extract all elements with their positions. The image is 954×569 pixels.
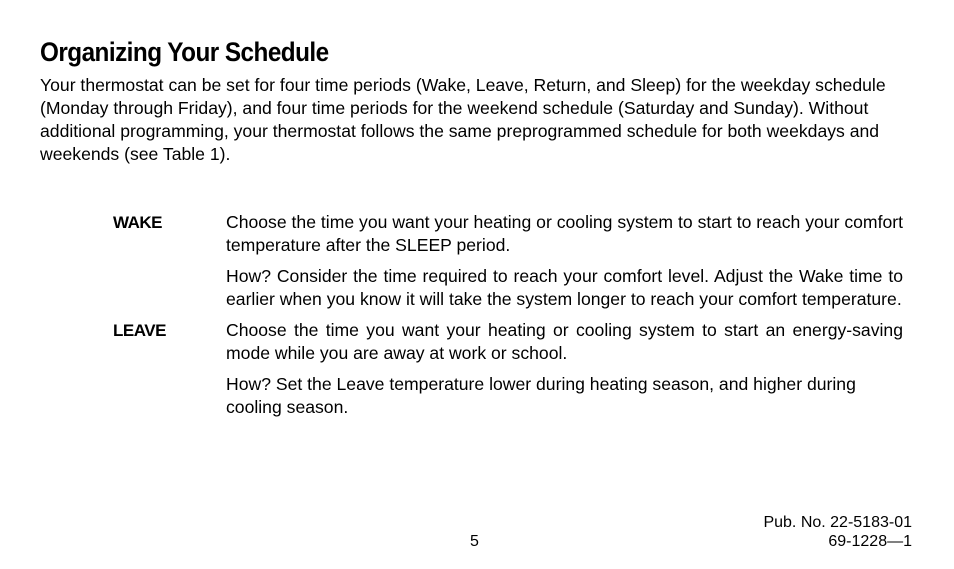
description-paragraph: Choose the time you want your heating or cooling system to start an energy-saving mode while you are away at work or school. <box>226 320 903 363</box>
intro-paragraph: Your thermostat can be set for four time periods (Wake, Leave, Return, and Sleep) for the weekday schedule (Monday through Friday), and four time periods for the weekend schedule (Saturday and Sunday). Without additional programming, your thermostat follows the same preprogrammed schedule for both weekdays and weekends (see Table 1). <box>40 75 886 164</box>
page-title: Organizing Your Schedule <box>40 37 329 67</box>
publication-info <box>763 513 912 551</box>
definition-description <box>226 211 903 319</box>
definition-term: LEAVE <box>113 321 166 340</box>
definition-description <box>226 319 903 427</box>
definition-list <box>113 211 903 427</box>
definition-term: WAKE <box>113 213 162 232</box>
description-paragraph: Choose the time you want your heating or cooling system to start to reach your comfort temperature after the SLEEP period. <box>226 212 903 255</box>
description-paragraph: How? Consider the time required to reach your comfort level. Adjust the Wake time to earlier when you know it will take the system longer to reach your comfort temperature. <box>226 266 903 309</box>
definition-entry-wake <box>113 211 903 319</box>
definition-entry-leave <box>113 319 903 427</box>
page-number: 5 <box>470 533 479 550</box>
pub-number: Pub. No. 22-5183-01 <box>763 514 912 531</box>
document-code: 69-1228—1 <box>828 533 912 550</box>
description-paragraph: How? Set the Leave temperature lower during heating season, and higher during cooling season. <box>226 374 856 417</box>
